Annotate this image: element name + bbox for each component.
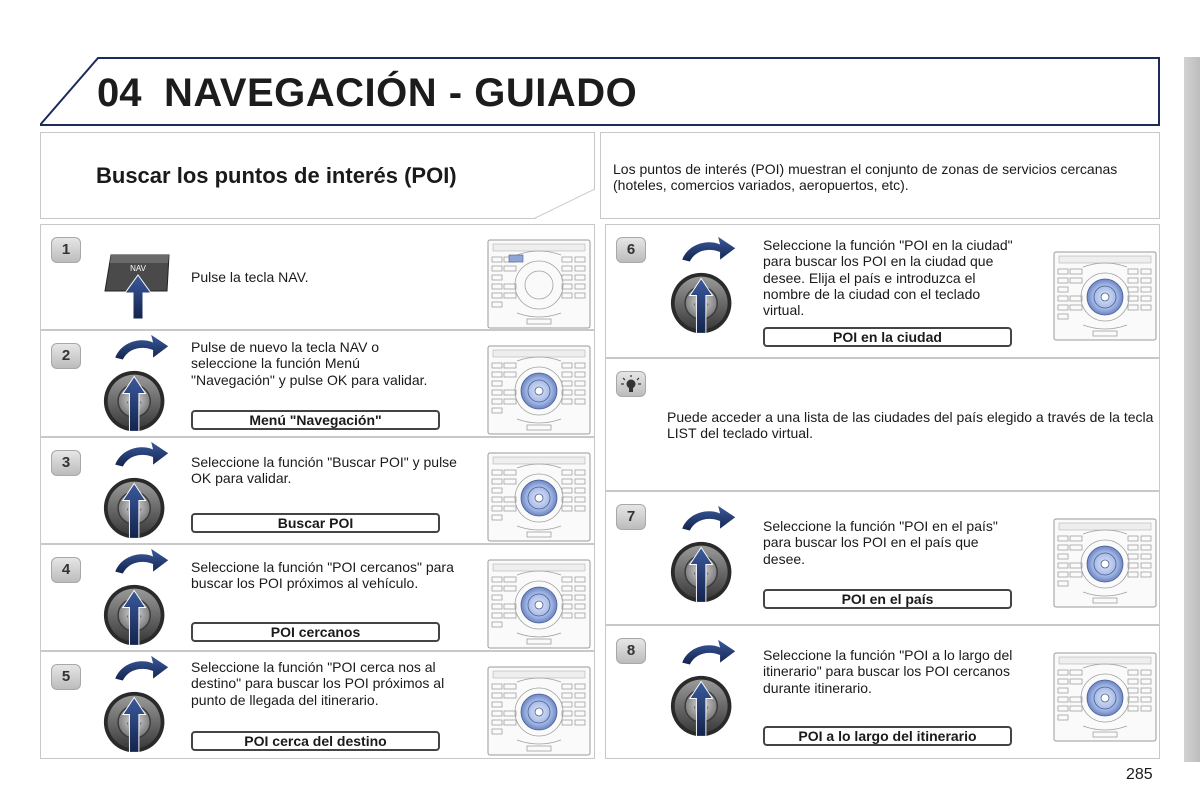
- head-unit-icon: [1053, 518, 1157, 608]
- step-instruction: Seleccione la función "POI en el país" para buscar los POI en el país que desee.: [763, 518, 998, 567]
- step-instruction: Seleccione la función "POI a lo largo del itinerario" para buscar los POI cercanos durante itinerario.: [763, 647, 1013, 696]
- step-6: [605, 224, 1160, 358]
- step-number-badge: 8: [616, 638, 646, 664]
- step-4: [40, 544, 595, 651]
- step-instruction: Seleccione la función "POI cerca nos al destino" para buscar los POI próximos al punto de llegada del itinerario.: [191, 659, 445, 708]
- chapter-header: [40, 57, 1160, 127]
- step-8: [605, 625, 1160, 759]
- head-unit-icon: [487, 559, 591, 649]
- intro-box: [600, 132, 1160, 219]
- head-unit-icon: [487, 239, 591, 329]
- rotary-controller-icon: [670, 235, 738, 339]
- step-3: [40, 437, 595, 544]
- rotary-controller-icon: [670, 504, 738, 608]
- step-number-badge: 6: [616, 237, 646, 263]
- head-unit-icon: [487, 452, 591, 542]
- section-title: Buscar los puntos de interés (POI): [96, 163, 457, 188]
- head-unit-icon: [487, 345, 591, 435]
- rotary-controller-icon: [103, 547, 171, 651]
- step-5: [40, 651, 595, 759]
- step-7: [605, 491, 1160, 625]
- head-unit-icon: [1053, 251, 1157, 341]
- step-instruction: Seleccione la función "POI cercanos" para buscar los POI próximos al vehículo.: [191, 559, 454, 592]
- menu-label-pill: POI a lo largo del itinerario: [763, 726, 1012, 746]
- chapter-number: 04: [97, 71, 142, 115]
- menu-label-pill: Buscar POI: [191, 513, 440, 533]
- step-number-badge: 1: [51, 237, 81, 263]
- rotary-controller-icon: [103, 440, 171, 544]
- menu-label-pill: POI cerca del destino: [191, 731, 440, 751]
- nav-key-icon: [103, 253, 173, 321]
- lightbulb-icon: [616, 371, 646, 397]
- rotary-controller-icon: [670, 638, 738, 742]
- step-instruction: Pulse la tecla NAV.: [191, 269, 309, 285]
- step-1: [40, 224, 595, 330]
- rotary-controller-icon: [103, 333, 171, 437]
- step-number-badge: 4: [51, 557, 81, 583]
- rotary-controller-icon: [103, 654, 171, 758]
- head-unit-icon: [487, 666, 591, 756]
- step-number-badge: 3: [51, 450, 81, 476]
- head-unit-icon: [1053, 652, 1157, 742]
- menu-label-pill: Menú "Navegación": [191, 410, 440, 430]
- menu-label-pill: POI en el país: [763, 589, 1012, 609]
- tip-text: Puede acceder a una lista de las ciudades del país elegido a través de la tecla LIST del teclado virtual.: [667, 409, 1154, 442]
- step-2: [40, 330, 595, 437]
- step-number-badge: 2: [51, 343, 81, 369]
- intro-description: Los puntos de interés (POI) muestran el conjunto de zonas de servicios cercanas (hoteles, comercios variados, aeropuertos, etc).: [613, 161, 1118, 193]
- side-tab: [1184, 57, 1200, 762]
- nav-key-label: NAV: [130, 264, 146, 273]
- step-instruction: Seleccione la función "POI en la ciudad" para buscar los POI en la ciudad que desee. Elija el país e introduzca el nombre de la ciudad con el teclado virtual.: [763, 237, 1013, 319]
- menu-label-pill: POI cercanos: [191, 622, 440, 642]
- section-title-box: [40, 132, 595, 219]
- tip-box: [605, 358, 1160, 491]
- step-number-badge: 7: [616, 504, 646, 530]
- page-number: 285: [1126, 766, 1153, 783]
- step-instruction: Pulse de nuevo la tecla NAV o seleccione la función Menú "Navegación" y pulse OK para validar.: [191, 339, 428, 388]
- step-instruction: Seleccione la función "Buscar POI" y pulse OK para validar.: [191, 454, 457, 487]
- page-title: NAVEGACIÓN - GUIADO: [164, 71, 638, 115]
- step-number-badge: 5: [51, 664, 81, 690]
- menu-label-pill: POI en la ciudad: [763, 327, 1012, 347]
- corner-cut: [533, 189, 595, 219]
